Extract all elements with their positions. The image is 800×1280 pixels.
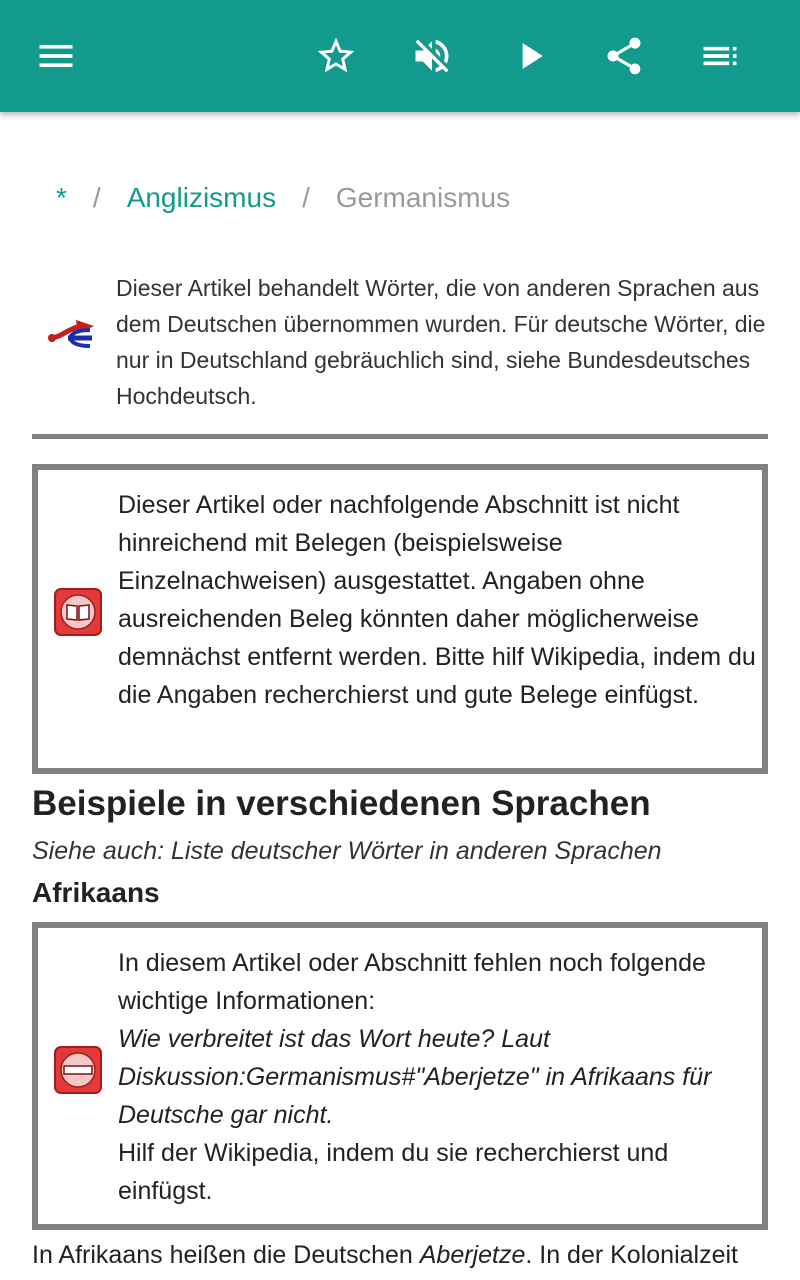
book-icon [54,588,102,636]
hatnote-text: Dieser Artikel behandelt Wörter, die von anderen Sprachen aus dem Deutschen übernommen wurden. Für deutsche Wörter, die nur in Deutschland gebräuchlich sind, siehe Bundesdeutsches Hochdeutsch. [116,275,766,409]
breadcrumb-separator: / [92,182,101,213]
breadcrumb-root[interactable]: * [56,182,67,213]
notice-intro: In diesem Artikel oder Abschnitt fehlen noch folgende wichtige Informationen: [118,949,706,1015]
mute-button[interactable] [404,28,460,84]
divider [32,434,768,439]
notice-text: Dieser Artikel oder nachfolgende Abschnitt ist nicht hinreichend mit Belegen (beispielsweise Einzelnachweisen) ausgestattet. Angaben ohne ausreichenden Beleg könnten daher möglicherweise demnächst entfernt werden. Bitte hilf Wikipedia, indem du die Angaben recherchierst und gute Belege einfügst. [118,491,756,709]
bookmark-button[interactable] [308,28,364,84]
notice-question: Wie verbreitet ist das Wort heute? Laut Diskussion:Germanismus#"Aberjetze" in Afrikaans für Deutsche gar nicht. [118,1025,712,1129]
play-icon [508,34,552,78]
redirect-arrow-icon [46,318,100,358]
paragraph-text-continued: . In der Kolonialzeit [525,1241,738,1269]
volume-off-icon [410,34,454,78]
app-toolbar [0,0,800,112]
paragraph-text: In Afrikaans heißen die Deutschen [32,1241,420,1269]
article-paragraph [32,1236,768,1274]
see-also-link[interactable]: Siehe auch: Liste deutscher Wörter in anderen Sprachen [32,837,662,865]
paragraph-term: Aberjetze [419,1241,526,1269]
notice-missing-sources [32,464,768,774]
star-outline-icon [314,34,358,78]
share-icon [602,34,646,78]
share-button[interactable] [596,28,652,84]
notice-outro: Hilf der Wikipedia, indem du sie recherchierst und einfügst. [118,1139,669,1205]
no-entry-icon [54,1046,102,1094]
notice-text [118,944,758,1210]
breadcrumb [56,182,510,214]
subsection-heading: Afrikaans [32,877,160,908]
section-heading: Beispiele in verschiedenen Sprachen [32,784,651,823]
breadcrumb-separator: / [302,182,310,213]
table-of-contents-button[interactable] [692,28,748,84]
play-button[interactable] [502,28,558,84]
breadcrumb-parent[interactable]: Anglizismus [126,182,277,213]
hamburger-menu-icon [34,34,78,78]
menu-button[interactable] [28,28,84,84]
table-of-contents-icon [698,34,742,78]
notice-missing-information [32,922,768,1230]
breadcrumb-current: Germanismus [335,182,511,213]
